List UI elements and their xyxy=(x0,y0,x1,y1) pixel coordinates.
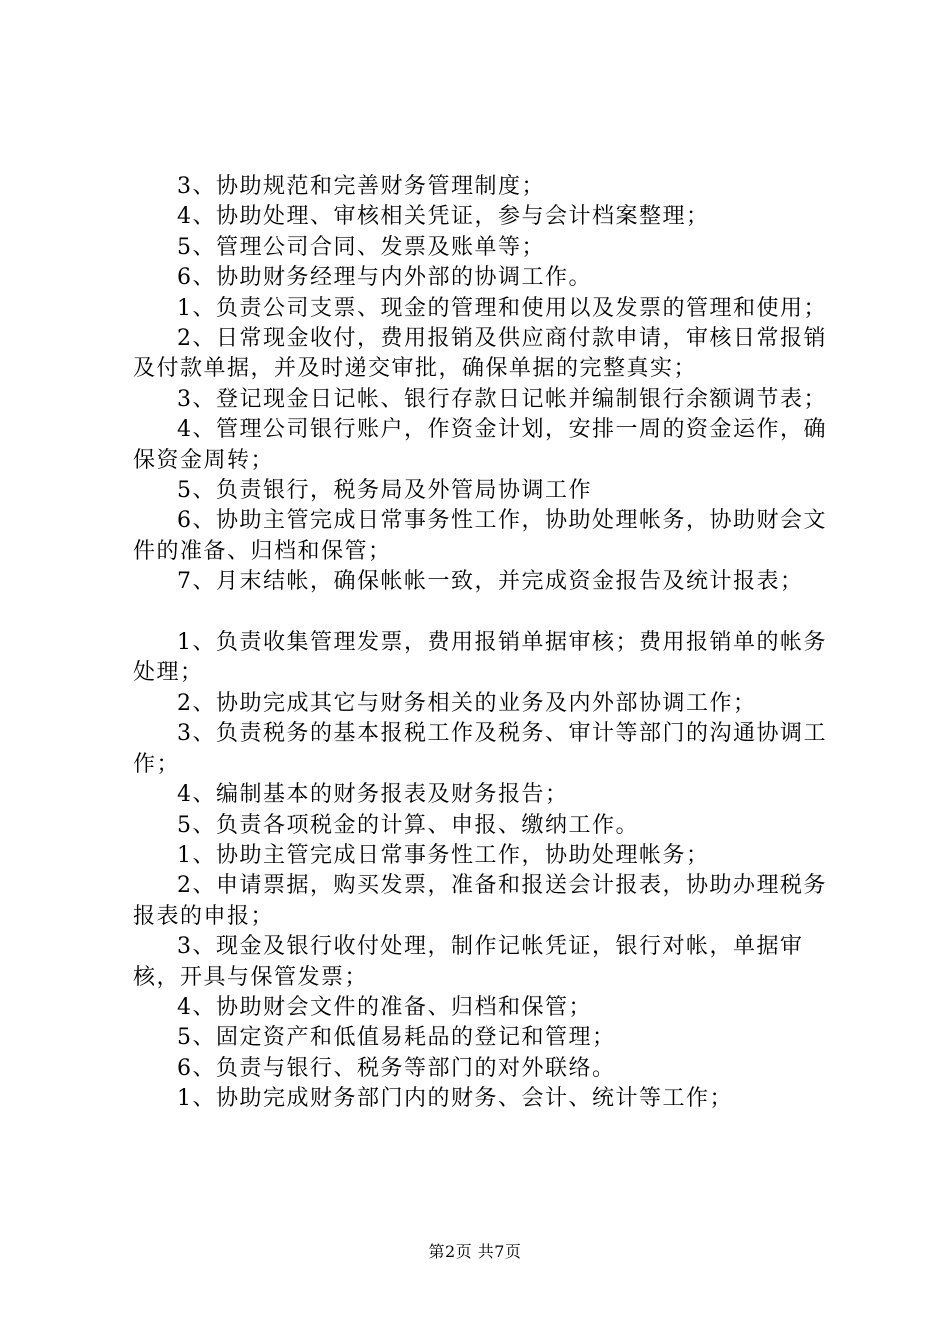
paragraph: 1、协助主管完成日常事务性工作，协助处理帐务； xyxy=(177,842,710,868)
paragraph: 3、登记现金日记帐、银行存款日记帐并编制银行余额调节表； xyxy=(177,386,827,412)
paragraph: 5、固定资产和低值易耗品的登记和管理； xyxy=(177,1025,616,1051)
paragraph: 5、管理公司合同、发票及账单等； xyxy=(177,234,545,260)
paragraph: 4、编制基本的财务报表及财务报告； xyxy=(177,782,569,808)
paragraph: 1、负责公司支票、现金的管理和使用以及发票的管理和使用； xyxy=(177,295,827,321)
paragraph: 2、协助完成其它与财务相关的业务及内外部协调工作； xyxy=(177,690,757,716)
paragraph: 4、协助处理、审核相关凭证，参与会计档案整理； xyxy=(177,204,710,230)
paragraph: 6、协助财务经理与内外部的协调工作。 xyxy=(177,265,592,291)
paragraph: 6、协助主管完成日常事务性工作，协助处理帐务，协助财会文件的准备、归档和保管； xyxy=(133,508,827,564)
paragraph: 3、负责税务的基本报税工作及税务、审计等部门的沟通协调工作； xyxy=(133,721,827,777)
paragraph: 3、协助规范和完善财务管理制度； xyxy=(177,174,545,199)
paragraph: 1、协助完成财务部门内的财务、会计、统计等工作； xyxy=(177,1086,733,1112)
paragraph: 2、日常现金收付，费用报销及供应商付款申请，审核日常报销及付款单据，并及时递交审批，确保单据的完整真实； xyxy=(133,326,827,382)
paragraph: 2、申请票据，购买发票，准备和报送会计报表，协助办理税务报表的申报； xyxy=(133,873,827,929)
paragraph: 1、负责收集管理发票，费用报销单据审核；费用报销单的帐务处理； xyxy=(133,630,827,686)
paragraph: 6、负责与银行、税务等部门的对外联络。 xyxy=(177,1055,616,1081)
blank-line xyxy=(133,598,843,628)
paragraph: 4、协助财会文件的准备、归档和保管； xyxy=(177,994,592,1020)
paragraph: 5、负责各项税金的计算、申报、缴纳工作。 xyxy=(177,812,639,838)
body-text xyxy=(133,172,843,1115)
paragraph: 7、月末结帐，确保帐帐一致，并完成资金报告及统计报表； xyxy=(177,569,804,595)
paragraph: 4、管理公司银行账户，作资金计划，安排一周的资金运作，确保资金周转； xyxy=(133,417,827,473)
paragraph: 3、现金及银行收付处理，制作记帐凭证，银行对帐，单据审核，开具与保管发票； xyxy=(133,934,804,990)
page-number-footer: 第2页 共7页 xyxy=(428,1242,522,1261)
paragraph: 5、负责银行，税务局及外管局协调工作 xyxy=(177,478,592,504)
